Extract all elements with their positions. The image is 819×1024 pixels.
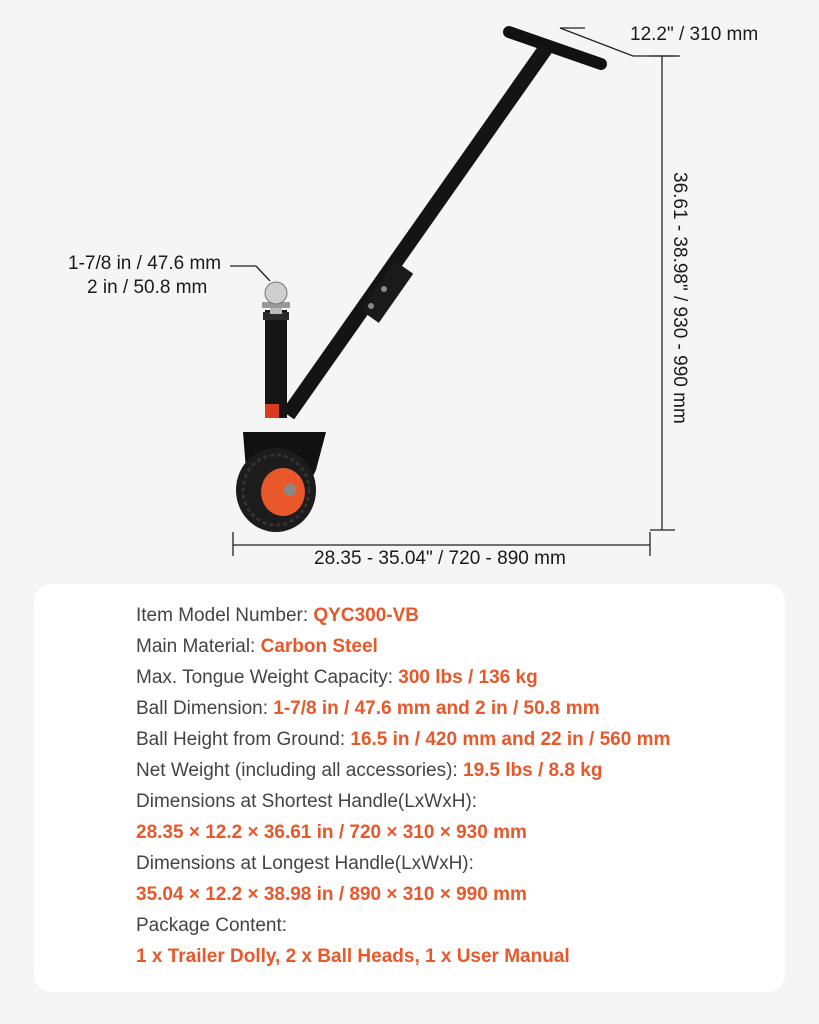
spec-weight — [136, 755, 776, 786]
spec-capacity — [136, 662, 776, 693]
wheel — [236, 448, 316, 532]
spec-ball — [136, 693, 776, 724]
spec-capacity-value: 300 lbs / 136 kg — [398, 667, 538, 688]
ball-head — [262, 282, 290, 314]
spec-model-value: QYC300-VB — [313, 605, 420, 626]
spec-long-label: Dimensions at Longest Handle(LxWxH): — [136, 853, 474, 874]
spec-height-value: 16.5 in / 420 mm and 22 in / 560 mm — [350, 729, 671, 750]
handle-width-label: 12.2" / 310 mm — [630, 24, 759, 45]
spec-ball-value: 1-7/8 in / 47.6 mm and 2 in / 50.8 mm — [273, 698, 600, 719]
spec-long-value: 35.04 × 12.2 × 38.98 in / 890 × 310 × 990 mm — [136, 884, 527, 905]
spec-model-label: Item Model Number: — [136, 605, 314, 626]
spec-capacity-label: Max. Tongue Weight Capacity: — [136, 667, 399, 688]
spec-height — [136, 724, 776, 755]
handle — [288, 32, 601, 415]
spec-model — [136, 600, 776, 631]
spec-package-value: 1 x Trailer Dolly, 2 x Ball Heads, 1 x User Manual — [136, 946, 570, 967]
height-range-label: 36.61 - 38.98" / 930 - 990 mm — [669, 172, 690, 424]
spec-material-value: Carbon Steel — [260, 636, 378, 657]
spec-list — [136, 600, 776, 972]
spec-short-value: 28.35 × 12.2 × 36.61 in / 720 × 310 × 930 mm — [136, 822, 527, 843]
length-range-label: 28.35 - 35.04" / 720 - 890 mm — [314, 548, 566, 569]
post — [263, 310, 289, 418]
spec-material — [136, 631, 776, 662]
spec-ball-label: Ball Dimension: — [136, 698, 274, 719]
spec-package-label: Package Content: — [136, 915, 288, 936]
ball-size-label-1: 1-7/8 in / 47.6 mm — [68, 253, 222, 274]
spec-weight-value: 19.5 lbs / 8.8 kg — [463, 760, 603, 781]
spec-short-label: Dimensions at Shortest Handle(LxWxH): — [136, 791, 478, 812]
spec-height-label: Ball Height from Ground: — [136, 729, 351, 750]
spec-weight-label: Net Weight (including all accessories): — [136, 760, 464, 781]
spec-material-label: Main Material: — [136, 636, 261, 657]
ball-size-label-2: 2 in / 50.8 mm — [87, 277, 208, 298]
